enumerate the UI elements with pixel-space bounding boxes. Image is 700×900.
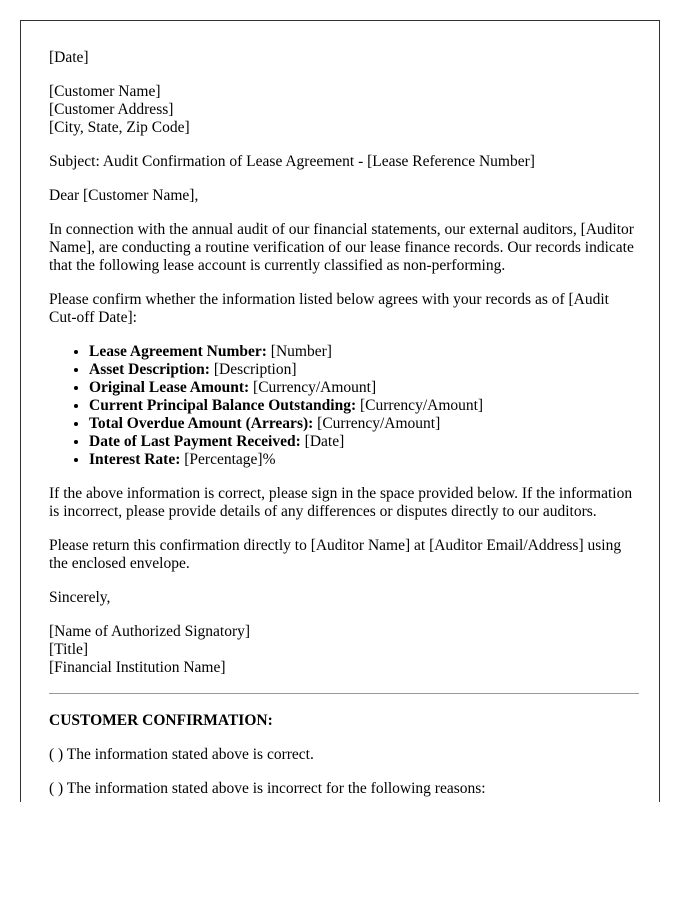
detail-value: [Percentage]% — [180, 451, 276, 468]
signatory-title: [Title] — [49, 641, 89, 658]
list-item — [89, 343, 639, 361]
detail-value: [Currency/Amount] — [313, 415, 441, 432]
signatory-block — [49, 623, 639, 677]
letter-page — [20, 20, 660, 802]
letter-date: [Date] — [49, 49, 89, 66]
letter-content — [49, 49, 639, 802]
list-item — [89, 361, 639, 379]
list-item — [89, 451, 639, 469]
detail-value: [Date] — [300, 433, 345, 450]
confirm-option-incorrect[interactable]: ( ) The information stated above is incorrect for the following reasons: — [49, 780, 486, 797]
letter-subject: Subject: Audit Confirmation of Lease Agreement - [Lease Reference Number] — [49, 153, 535, 170]
detail-label: Asset Description: — [89, 361, 210, 378]
detail-label: Date of Last Payment Received: — [89, 433, 301, 450]
detail-value: [Number] — [266, 343, 332, 360]
confirm-request-paragraph: Please confirm whether the information listed below agrees with your records as of [Audit Cut-off Date]: — [49, 291, 609, 326]
recipient-city-state-zip: [City, State, Zip Code] — [49, 119, 190, 136]
detail-value: [Currency/Amount] — [249, 379, 377, 396]
list-item — [89, 415, 639, 433]
list-item — [89, 397, 639, 415]
detail-label: Lease Agreement Number: — [89, 343, 267, 360]
detail-label: Current Principal Balance Outstanding: — [89, 397, 357, 414]
detail-label: Total Overdue Amount (Arrears): — [89, 415, 314, 432]
confirm-option-correct[interactable]: ( ) The information stated above is correct. — [49, 746, 314, 763]
recipient-address-block — [49, 83, 639, 137]
detail-label: Interest Rate: — [89, 451, 181, 468]
list-item — [89, 433, 639, 451]
detail-value: [Currency/Amount] — [356, 397, 484, 414]
lease-details-list — [49, 343, 639, 469]
detail-value: [Description] — [209, 361, 297, 378]
detail-label: Original Lease Amount: — [89, 379, 250, 396]
signatory-name: [Name of Authorized Signatory] — [49, 623, 251, 640]
recipient-name: [Customer Name] — [49, 83, 161, 100]
intro-paragraph: In connection with the annual audit of our financial statements, our external auditors, [Auditor Name], are conducting a routine verification of our lease finance records. Our records indicate that the following lease account is currently classified as non-performing. — [49, 221, 634, 274]
letter-closing: Sincerely, — [49, 589, 111, 606]
signatory-institution: [Financial Institution Name] — [49, 659, 226, 676]
confirmation-heading: CUSTOMER CONFIRMATION: — [49, 712, 273, 729]
recipient-address: [Customer Address] — [49, 101, 174, 118]
list-item — [89, 379, 639, 397]
return-paragraph: Please return this confirmation directly to [Auditor Name] at [Auditor Email/Address] using the enclosed envelope. — [49, 537, 622, 572]
section-divider — [49, 693, 639, 694]
instructions-paragraph: If the above information is correct, please sign in the space provided below. If the information is incorrect, please provide details of any differences or disputes directly to our auditors. — [49, 485, 633, 520]
letter-salutation: Dear [Customer Name], — [49, 187, 199, 204]
